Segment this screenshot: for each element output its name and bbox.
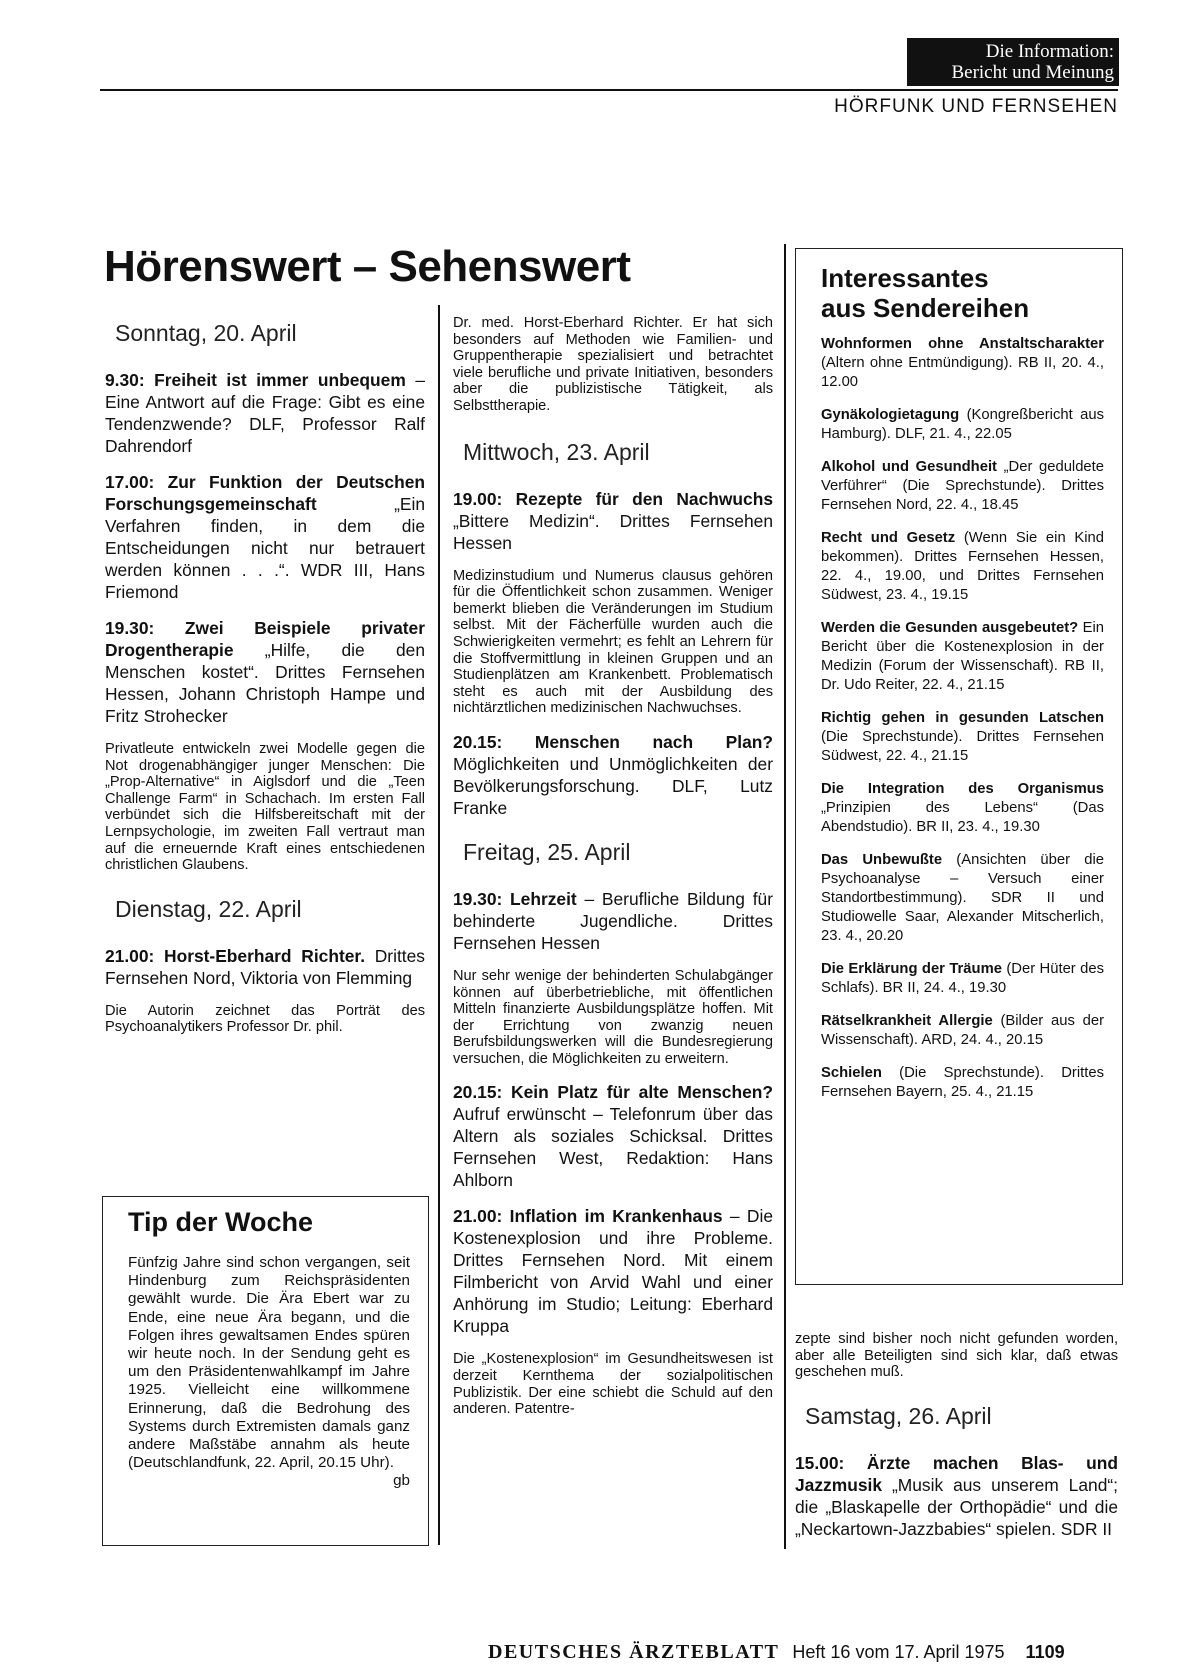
series-item-title: Alkohol und Gesundheit xyxy=(821,459,997,475)
series-item xyxy=(821,851,1104,946)
section-label: HÖRFUNK UND FERNSEHEN xyxy=(834,96,1118,117)
program-item xyxy=(453,731,773,819)
column-2 xyxy=(453,315,773,1432)
column-3 xyxy=(795,1331,1118,1554)
series-item xyxy=(821,335,1104,392)
program-note: Privatleute entwickeln zwei Modelle gegen die Not drogenabhängiger junger Menschen: Die „Prop-Alternative“ in Aiglsdorf und die „Teen Challenge Farm“ in Schachach. Im ersten Fall verbündet sich die Hilfsbereitschaft mit der Lernpsychologie, im zweiten Fall vertraut man auf die erneuernde Kraft eines entschiedenen christlichen Glaubens. xyxy=(105,741,425,874)
series-item xyxy=(821,1012,1104,1050)
tip-body: Fünfzig Jahre sind schon vergangen, seit Hindenburg zum Reichspräsidenten gewählt wurde. Die Ära Ebert war zu Ende, eine neue Ära begann, und die Folgen ihres gewaltsamen Endes spüren wir heute noch. In der Sendung geht es um den Präsidentenwahlkampf im Jahre 1925. Vielleicht eine willkommene Erinnerung, daß die Bedrohung des Systems durch Extremisten damals ganz andere Maßstäbe annahm als heute (Deutschlandfunk, 22. April, 20.15 Uhr). xyxy=(128,1254,410,1472)
page-footer xyxy=(488,1641,1065,1664)
program-item xyxy=(105,617,425,727)
tip-title: Tip der Woche xyxy=(128,1207,314,1237)
issue-info: Heft 16 vom 17. April 1975 xyxy=(792,1642,1005,1662)
page-title: Hörenswert – Sehenswert xyxy=(104,242,631,291)
program-text: „Musik aus unserem Land“; die „Blaskapelle der Orthopädie“ und die „Neckartown-Jazzbabies“ spielen. SDR II xyxy=(795,1474,1118,1539)
page-number: 1109 xyxy=(1025,1642,1065,1662)
program-title: 20.15: Kein Platz für alte Menschen? xyxy=(453,1082,773,1103)
series-item-text: (Der Hüter des Schlafs). BR II, 24. 4., 19.30 xyxy=(821,961,1104,996)
series-item-text: (Wenn Sie ein Kind bekommen). Drittes Fernsehen Hessen, 22. 4., 19.00, und Drittes Fernsehen Südwest, 23. 4., 19.15 xyxy=(821,530,1104,603)
series-item-text: (Bilder aus der Wissenschaft). ARD, 24. 4., 20.15 xyxy=(821,1013,1104,1048)
series-item-title: Wohnformen ohne Anstaltscharakter xyxy=(821,336,1104,352)
series-item-title: Werden die Gesunden ausgebeutet? xyxy=(821,620,1079,636)
series-box-title-line2: aus Sendereihen xyxy=(821,293,1030,323)
program-note: Nur sehr wenige der behinderten Schulabgänger können auf überbetriebliche, mit öffentlichen Mitteln finanzierte Ausbildungsplätze hoffen. Mit der Errichtung von zwanzig neuen Berufsbildungswerken will die Bundesregierung versuchen, die Möglichkeiten zu erweitern. xyxy=(453,967,773,1067)
series-item xyxy=(821,406,1104,444)
tip-box xyxy=(102,1196,429,1546)
program-text: – Berufliche Bildung für behinderte Jugendliche. Drittes Fernsehen Hessen xyxy=(453,888,773,953)
column-1 xyxy=(105,320,425,1050)
series-box-title xyxy=(821,263,1104,323)
tip-signature: gb xyxy=(393,1472,410,1490)
program-title: 17.00: Zur Funktion der Deutschen Forschungsgemeinschaft xyxy=(105,472,425,514)
series-item-title: Schielen xyxy=(821,1065,882,1081)
section-tag-line1: Die Information: xyxy=(985,41,1114,62)
program-item xyxy=(105,945,425,989)
program-text: Aufruf erwünscht – Telefonrum über das Altern als soziales Schicksal. Drittes Fernsehen West, Redaktion: Hans Ahlborn xyxy=(453,1104,773,1191)
series-item-text: (Die Sprechstunde). Drittes Fernsehen Südwest, 22. 4., 21.15 xyxy=(821,729,1104,764)
program-note: Dr. med. Horst-Eberhard Richter. Er hat sich besonders auf Methoden wie Familien- und Gruppentherapie spezialisiert und betrachtet viele berufliche und private Initiativen, besonders aber die publizistische Tätigkeit, als Selbsttherapie. xyxy=(453,315,773,414)
program-item xyxy=(453,888,773,954)
header-rule xyxy=(100,89,1118,91)
day-heading: Freitag, 25. April xyxy=(463,838,631,865)
series-item xyxy=(821,709,1104,766)
series-item xyxy=(821,529,1104,605)
program-note: Die Autorin zeichnet das Porträt des Psychoanalytikers Professor Dr. phil. xyxy=(105,1002,425,1036)
program-text: – Die Kostenexplosion und ihre Probleme. Drittes Fernsehen Nord. Mit einem Filmbericht von Arvid Wahl und einer Anhörung im Studio; Leitung: Eberhard Kruppa xyxy=(453,1206,773,1337)
series-box-title-line1: Interessantes xyxy=(821,263,989,293)
magazine-name: DEUTSCHES ÄRZTEBLATT xyxy=(488,1641,780,1663)
column-divider xyxy=(438,305,440,1545)
program-item xyxy=(453,1205,773,1337)
program-item xyxy=(453,1081,773,1191)
series-item xyxy=(821,1064,1104,1102)
series-list xyxy=(821,335,1104,1102)
series-item-text: (Die Sprechstunde). Drittes Fernsehen Bayern, 25. 4., 21.15 xyxy=(821,1065,1104,1100)
series-item-title: Die Erklärung der Träume xyxy=(821,961,1002,977)
program-title: 20.15: Menschen nach Plan? xyxy=(453,731,773,752)
program-item xyxy=(795,1452,1118,1540)
program-title: 21.00: Horst-Eberhard Richter. xyxy=(105,945,366,966)
section-tag xyxy=(907,38,1119,86)
program-item xyxy=(105,369,425,457)
column-divider xyxy=(784,244,786,1549)
series-item-text: (Ansichten über die Psychoanalyse – Versuch einer Standortbestimmung). SDR II und Studiowelle Saar, Alexander Mitscherlich, 23. 4., 20.20 xyxy=(821,852,1104,944)
program-note: Medizinstudium und Numerus clausus gehören für die Öffentlichkeit schon zusammen. Weniger bemerkt blieben die Veränderungen im Studium selbst. Mit der Fächerfülle wurden auch die Schwierigkeiten vermehrt; es fehlt an Lehrern für die Stoffvermittlung in kleinen Gruppen und an Studienplätzen am Krankenbett. Problematisch steht es auch mit der Ausbildung des nichtärztlichen medizinischen Nachwuchses. xyxy=(453,567,773,717)
series-item-text: „Prinzipien des Lebens“ (Das Abendstudio). BR II, 23. 4., 19.30 xyxy=(821,800,1104,835)
series-item-title: Das Unbewußte xyxy=(821,852,943,868)
program-title: 21.00: Inflation im Krankenhaus xyxy=(453,1206,723,1227)
series-item xyxy=(821,780,1104,837)
series-item xyxy=(821,458,1104,515)
program-text: „Ein Verfahren finden, in dem die Entscheidungen nicht nur betrauert werden können . . .“. WDR III, Hans Friemond xyxy=(105,494,425,602)
series-item-title: Recht und Gesetz xyxy=(821,530,956,546)
series-box xyxy=(795,248,1123,1285)
program-text: Drittes Fernsehen Nord, Viktoria von Flemming xyxy=(105,945,425,988)
program-title: 9.30: Freiheit ist immer unbequem xyxy=(105,370,406,390)
series-item xyxy=(821,619,1104,695)
program-title: 19.30: Lehrzeit xyxy=(453,888,577,909)
program-item xyxy=(453,488,773,554)
series-item-title: Die Integration des Organismus xyxy=(821,781,1104,797)
series-item-text: „Der geduldete Verführer“ (Die Sprechstunde). Drittes Fernsehen Nord, 22. 4., 18.45 xyxy=(821,459,1105,513)
program-text: „Hilfe, die den Menschen kostet“. Drittes Fernsehen Hessen, Johann Christoph Hampe und Fritz Strohecker xyxy=(105,640,425,726)
program-title: 19.30: Zwei Beispiele privater Drogentherapie xyxy=(105,618,425,660)
series-item-text: (Altern ohne Entmündigung). RB II, 20. 4., 12.00 xyxy=(821,355,1104,390)
day-heading: Mittwoch, 23. April xyxy=(463,438,650,465)
program-note: zepte sind bisher noch nicht gefunden worden, aber alle Beteiligten sind sich klar, daß etwas geschehen muß. xyxy=(795,1331,1118,1381)
day-heading: Sonntag, 20. April xyxy=(115,320,297,346)
series-item-title: Richtig gehen in gesunden Latschen xyxy=(821,710,1104,726)
series-item-title: Rätselkrankheit Allergie xyxy=(821,1013,993,1029)
program-text: „Bittere Medizin“. Drittes Fernsehen Hessen xyxy=(453,510,773,553)
program-text: – Eine Antwort auf die Frage: Gibt es eine Tendenzwende? DLF, Professor Ralf Dahrendorf xyxy=(105,370,425,456)
section-tag-line2: Bericht und Meinung xyxy=(951,62,1114,83)
program-title: 15.00: Ärzte machen Blas- und Jazzmusik xyxy=(795,1452,1118,1495)
series-item-text: Ein Bericht über die Kostenexplosion in der Medizin (Forum der Wissenschaft). RB II, Dr. Udo Reiter, 22. 4., 21.15 xyxy=(821,620,1104,693)
day-heading: Samstag, 26. April xyxy=(805,1402,992,1429)
series-item-title: Gynäkologietagung xyxy=(821,407,960,423)
program-title: 19.00: Rezepte für den Nachwuchs xyxy=(453,488,773,509)
tip-text xyxy=(128,1254,410,1490)
series-item xyxy=(821,960,1104,998)
program-note: Die „Kostenexplosion“ im Gesundheitswesen ist derzeit Kernthema der sozialpolitischen Publizistik. Der eine schiebt die Schuld auf den anderen. Patentre- xyxy=(453,1351,773,1418)
day-heading: Dienstag, 22. April xyxy=(115,895,302,922)
program-text: Möglichkeiten und Unmöglichkeiten der Bevölkerungsforschung. DLF, Lutz Franke xyxy=(453,753,773,818)
program-item xyxy=(105,471,425,603)
series-item-text: (Kongreßbericht aus Hamburg). DLF, 21. 4., 22.05 xyxy=(821,407,1104,442)
